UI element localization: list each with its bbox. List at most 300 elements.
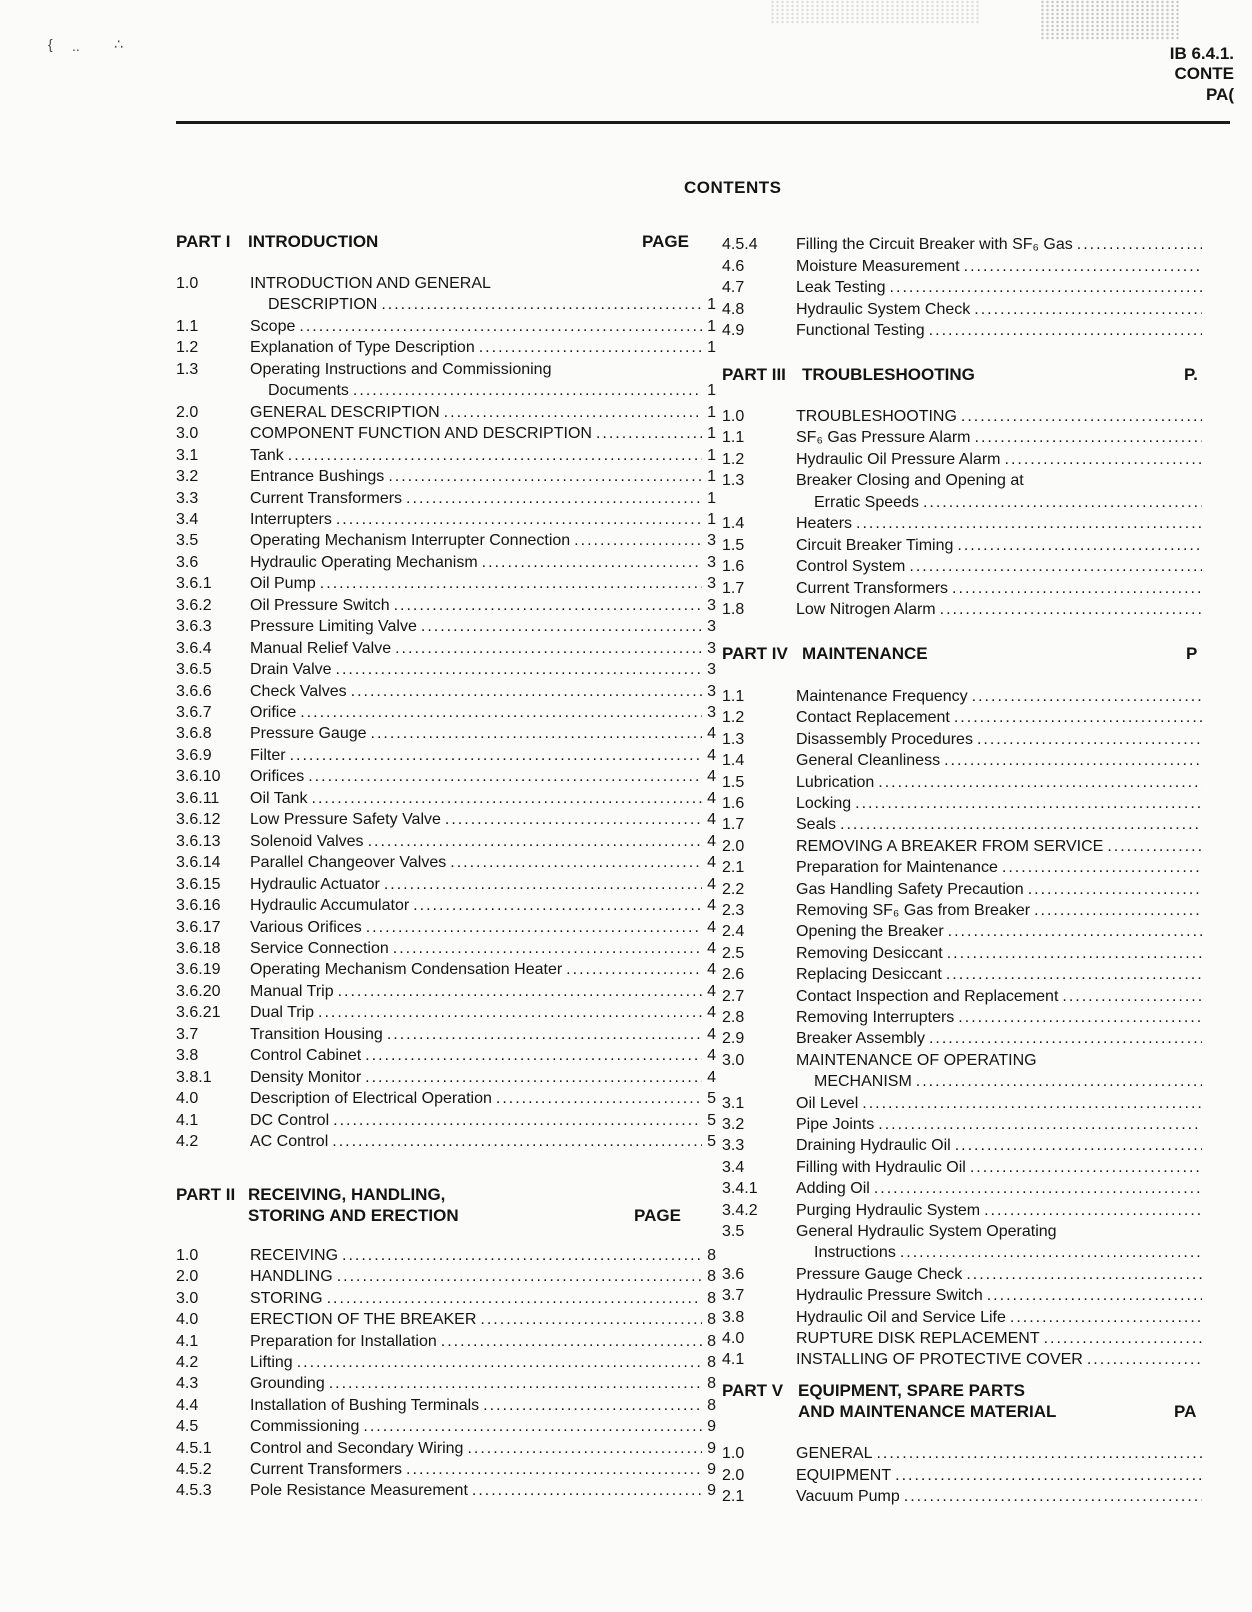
entry-number: 4.1 bbox=[176, 1111, 199, 1129]
entry-page: 8 bbox=[707, 1311, 716, 1329]
dot-leader bbox=[1040, 1328, 1202, 1350]
entry-label-line bbox=[796, 1264, 1202, 1286]
entry-label: Drain Valve bbox=[250, 661, 332, 679]
entry-number: 3.6 bbox=[722, 1265, 745, 1283]
toc-entry bbox=[176, 1459, 716, 1481]
entry-page: 4 bbox=[707, 1025, 716, 1043]
entry-label: Transition Housing bbox=[250, 1025, 383, 1043]
entry-page: 4 bbox=[707, 939, 716, 957]
entry-number: 1.1 bbox=[176, 317, 199, 335]
entry-label-line bbox=[250, 638, 716, 660]
entry-label: Density Monitor bbox=[250, 1068, 362, 1086]
entry-label: Pipe Joints bbox=[796, 1116, 875, 1133]
entry-number: 2.1 bbox=[722, 859, 745, 877]
entry-number: 1.5 bbox=[722, 536, 745, 554]
toc-entry bbox=[722, 449, 1202, 471]
dot-leader bbox=[1006, 1307, 1202, 1329]
entry-page: 4 bbox=[707, 1047, 716, 1065]
entry-label: INSTALLING OF PROTECTIVE COVER bbox=[796, 1351, 1083, 1369]
entry-label: Operating Mechanism Condensation Heater bbox=[250, 961, 563, 979]
entry-label-line bbox=[796, 686, 1202, 708]
toc-entry bbox=[722, 1221, 1202, 1243]
entry-label-continuation: DESCRIPTION bbox=[268, 296, 378, 314]
toc-entry bbox=[722, 1349, 1202, 1371]
entry-label-line bbox=[796, 921, 1202, 943]
entry-number: 2.4 bbox=[722, 923, 745, 941]
entry-page: 1 bbox=[707, 382, 716, 400]
entry-number: 3.4 bbox=[176, 510, 199, 528]
entry-label: Oil Pressure Switch bbox=[250, 596, 390, 614]
entry-number: 3.6.16 bbox=[176, 897, 221, 915]
entry-page: 3 bbox=[707, 618, 716, 636]
entry-label-line bbox=[268, 380, 716, 402]
dot-leader bbox=[389, 938, 702, 960]
dot-leader bbox=[900, 1486, 1202, 1508]
toc-entry bbox=[176, 488, 716, 510]
entry-number: 3.6.13 bbox=[176, 832, 221, 850]
dot-leader bbox=[1030, 900, 1202, 922]
entry-number: 1.6 bbox=[722, 558, 745, 576]
entry-label-line bbox=[250, 809, 716, 831]
entry-label-line bbox=[250, 595, 716, 617]
dot-leader bbox=[872, 1443, 1202, 1465]
toc-entry bbox=[722, 277, 1202, 299]
entry-label-line bbox=[796, 900, 1202, 922]
entry-number: 2.9 bbox=[722, 1030, 745, 1048]
dot-leader bbox=[417, 616, 702, 638]
entry-number: 3.2 bbox=[176, 468, 199, 486]
entry-number: 1.6 bbox=[722, 795, 745, 812]
entry-label: Adding Oil bbox=[796, 1180, 870, 1198]
entry-label: Orifice bbox=[250, 704, 297, 721]
entry-number: 4.1 bbox=[722, 1351, 745, 1369]
entry-number: 3.6.18 bbox=[176, 939, 221, 957]
entry-number: 1.2 bbox=[176, 339, 199, 357]
entry-page: 5 bbox=[707, 1133, 716, 1150]
entry-page: 9 bbox=[707, 1418, 716, 1436]
entry-label: Filter bbox=[250, 746, 286, 764]
entry-label: Control System bbox=[796, 558, 906, 576]
dot-leader bbox=[329, 1110, 702, 1132]
entry-number: 3.6.9 bbox=[176, 746, 212, 764]
entry-label: Circuit Breaker Timing bbox=[796, 536, 954, 554]
toc-entry bbox=[176, 874, 716, 896]
dot-leader bbox=[468, 1480, 702, 1502]
entry-number: 3.6.4 bbox=[176, 639, 212, 657]
entry-number: 3.5 bbox=[722, 1223, 745, 1240]
entry-page: 8 bbox=[707, 1268, 716, 1286]
entry-number: 3.6.15 bbox=[176, 875, 221, 893]
entry-label-line bbox=[250, 1067, 716, 1089]
entry-label-continuation: Documents bbox=[268, 382, 349, 400]
entry-page: 5 bbox=[707, 1090, 716, 1108]
dot-leader bbox=[936, 599, 1202, 621]
dot-leader bbox=[973, 729, 1202, 751]
entry-page: 4 bbox=[707, 725, 716, 743]
entry-label-line bbox=[250, 488, 716, 510]
entry-page: 1 bbox=[707, 403, 716, 421]
entry-page: 1 bbox=[707, 425, 716, 443]
entry-number: 1.7 bbox=[722, 579, 745, 597]
entry-label: Vacuum Pump bbox=[796, 1488, 900, 1505]
part-title-line2: AND MAINTENANCE MATERIAL bbox=[798, 1402, 1057, 1421]
entry-number: 1.5 bbox=[722, 773, 745, 791]
toc-entry bbox=[722, 814, 1202, 836]
entry-label: Scope bbox=[250, 317, 296, 335]
entry-label: Hydraulic Operating Mechanism bbox=[250, 553, 478, 571]
entry-label: General Hydraulic System Operating bbox=[796, 1223, 1057, 1240]
entry-number: 4.5.2 bbox=[176, 1461, 212, 1478]
entry-number: 1.3 bbox=[176, 360, 199, 378]
toc-entry bbox=[722, 599, 1202, 621]
entry-number: 4.5.3 bbox=[176, 1482, 212, 1500]
toc-entry bbox=[176, 1002, 716, 1024]
entry-label-line bbox=[796, 750, 1202, 772]
dot-leader bbox=[463, 1438, 702, 1460]
entry-label-continuation: MECHANISM bbox=[814, 1073, 912, 1091]
dot-leader bbox=[870, 1178, 1202, 1200]
entry-number: 3.6.2 bbox=[176, 596, 212, 614]
toc-entry bbox=[722, 1093, 1202, 1115]
entry-label-line bbox=[796, 1465, 1202, 1487]
toc-entry bbox=[176, 852, 716, 874]
dot-leader bbox=[316, 573, 702, 595]
toc-left-column bbox=[176, 0, 716, 1612]
entry-label-line bbox=[796, 814, 1202, 836]
toc-entry bbox=[722, 857, 1202, 879]
entry-label-continuation: Erratic Speeds bbox=[814, 493, 919, 511]
entry-label-line bbox=[250, 723, 716, 745]
entry-number: 2.7 bbox=[722, 987, 745, 1005]
entry-label-line bbox=[250, 423, 716, 445]
entry-number: 3.6.21 bbox=[176, 1004, 221, 1022]
dot-leader bbox=[891, 1465, 1202, 1487]
toc-entry bbox=[176, 638, 716, 660]
toc-entry bbox=[176, 573, 716, 595]
entry-label-line bbox=[250, 981, 716, 1003]
entry-number: 4.3 bbox=[176, 1375, 199, 1393]
part-number: PART III bbox=[722, 365, 786, 384]
entry-label: General Cleanliness bbox=[796, 752, 941, 770]
dot-leader bbox=[925, 1028, 1202, 1050]
entry-number: 2.6 bbox=[722, 966, 745, 984]
dot-leader bbox=[492, 1088, 702, 1110]
toc-entry-continuation bbox=[176, 380, 716, 402]
entry-number: 3.0 bbox=[176, 1289, 199, 1307]
entry-label-line bbox=[796, 1328, 1202, 1350]
entry-label-line bbox=[250, 681, 716, 703]
toc-entry bbox=[722, 320, 1202, 342]
entry-label: STORING bbox=[250, 1289, 323, 1307]
entry-number: 3.7 bbox=[722, 1287, 745, 1305]
toc-entry bbox=[176, 1373, 716, 1395]
entry-page: 8 bbox=[707, 1332, 716, 1350]
entry-label: Tank bbox=[250, 446, 284, 464]
doc-id: IB 6.4.1. bbox=[1169, 44, 1234, 63]
entry-label: Description of Electrical Operation bbox=[250, 1090, 492, 1108]
entry-number: 3.7 bbox=[176, 1025, 199, 1043]
entry-label: Filling the Circuit Breaker with SF₆ Gas bbox=[796, 236, 1073, 253]
dot-leader bbox=[980, 1200, 1202, 1222]
dot-leader bbox=[364, 831, 702, 853]
toc-entry bbox=[722, 1050, 1202, 1072]
entry-label-line bbox=[796, 427, 1202, 449]
entry-label: RUPTURE DISK REPLACEMENT bbox=[796, 1330, 1040, 1347]
dot-leader bbox=[383, 1024, 702, 1046]
entry-number: 3.6.5 bbox=[176, 661, 212, 679]
dot-leader bbox=[377, 294, 702, 316]
dot-leader bbox=[361, 1045, 702, 1067]
dot-leader bbox=[478, 552, 702, 574]
entry-label: INTRODUCTION AND GENERAL bbox=[250, 275, 491, 292]
entry-label: Low Pressure Safety Valve bbox=[250, 811, 441, 829]
dot-leader bbox=[962, 1264, 1202, 1286]
entry-label: Pressure Gauge Check bbox=[796, 1265, 963, 1283]
dot-leader bbox=[562, 959, 702, 981]
dot-leader bbox=[361, 1067, 702, 1089]
entry-label-line bbox=[250, 616, 716, 638]
toc-entry bbox=[722, 427, 1202, 449]
toc-entry bbox=[722, 1007, 1202, 1029]
toc-entry bbox=[722, 406, 1202, 428]
entry-number: 3.2 bbox=[722, 1116, 745, 1133]
page-column-label: P bbox=[1186, 644, 1198, 663]
entry-page: 8 bbox=[707, 1375, 716, 1393]
entry-label: GENERAL DESCRIPTION bbox=[250, 403, 440, 421]
toc-entry bbox=[176, 1395, 716, 1417]
part-title: MAINTENANCE bbox=[802, 644, 928, 663]
entry-label-line bbox=[250, 1088, 716, 1110]
entry-label-line bbox=[796, 857, 1202, 879]
toc-entry bbox=[176, 1088, 716, 1110]
toc-entry bbox=[176, 402, 716, 424]
entry-label: Dual Trip bbox=[250, 1004, 315, 1022]
part-title: TROUBLESHOOTING bbox=[802, 365, 975, 384]
entry-label-line bbox=[250, 745, 716, 767]
entry-label-line bbox=[796, 986, 1202, 1008]
part-number: PART IV bbox=[722, 644, 788, 663]
entry-label-line bbox=[796, 1221, 1202, 1243]
dot-leader bbox=[391, 638, 702, 660]
entry-page: 3 bbox=[707, 682, 716, 700]
entry-number: 3.6.20 bbox=[176, 982, 221, 1000]
entry-label-line bbox=[250, 1416, 716, 1438]
entry-label: EQUIPMENT bbox=[796, 1466, 892, 1484]
entry-number: 4.4 bbox=[176, 1396, 199, 1414]
entry-page: 8 bbox=[707, 1396, 716, 1414]
toc-entry bbox=[176, 445, 716, 467]
part-title: RECEIVING, HANDLING, bbox=[248, 1185, 446, 1204]
entry-label: Installation of Bushing Terminals bbox=[250, 1396, 480, 1414]
entry-page: 4 bbox=[707, 982, 716, 1000]
margin-mark: { bbox=[48, 36, 53, 52]
entry-number: 1.1 bbox=[722, 429, 745, 447]
entry-label-line bbox=[250, 895, 716, 917]
toc-entry bbox=[722, 1178, 1202, 1200]
entry-label-line bbox=[250, 852, 716, 874]
entry-number: 3.8.1 bbox=[176, 1068, 212, 1086]
entry-label-line bbox=[796, 943, 1202, 965]
entry-label-line bbox=[796, 599, 1202, 621]
dot-leader bbox=[349, 380, 702, 402]
entry-label-line bbox=[796, 964, 1202, 986]
toc-entry bbox=[176, 1331, 716, 1353]
toc-entry bbox=[722, 1028, 1202, 1050]
entry-label-line bbox=[796, 879, 1202, 901]
entry-label: Manual Trip bbox=[250, 982, 334, 1000]
margin-mark: .. bbox=[72, 38, 80, 54]
entry-label-line bbox=[250, 509, 716, 531]
entry-label-line bbox=[250, 402, 716, 424]
dot-leader bbox=[957, 406, 1202, 428]
entry-label-line bbox=[250, 1480, 716, 1502]
entry-number: 3.0 bbox=[722, 1051, 745, 1069]
part-number: PART I bbox=[176, 232, 231, 251]
dot-leader bbox=[362, 917, 702, 939]
toc-entry bbox=[176, 723, 716, 745]
toc-entry bbox=[176, 1288, 716, 1310]
entry-label: RECEIVING bbox=[250, 1247, 339, 1264]
entry-label: Removing Interrupters bbox=[796, 1009, 955, 1026]
toc-entry bbox=[176, 359, 716, 381]
entry-label: Operating Instructions and Commissioning bbox=[250, 360, 552, 378]
toc-entry bbox=[722, 750, 1202, 772]
entry-label-line bbox=[796, 1114, 1202, 1136]
entry-number: 1.0 bbox=[722, 1445, 745, 1462]
entry-label-line bbox=[250, 273, 716, 295]
entry-label: Preparation for Maintenance bbox=[796, 859, 998, 877]
dot-leader bbox=[874, 1114, 1202, 1136]
toc-entry bbox=[176, 1131, 716, 1153]
entry-label: DC Control bbox=[250, 1111, 330, 1129]
toc-entry bbox=[722, 1200, 1202, 1222]
entry-label-line bbox=[250, 1266, 716, 1288]
entry-label: Current Transformers bbox=[796, 579, 949, 597]
page-column-label: P. bbox=[1184, 365, 1198, 384]
entry-label-line bbox=[250, 1245, 716, 1267]
toc-entry bbox=[176, 1352, 716, 1374]
page-column-label: PAGE bbox=[642, 232, 689, 251]
entry-label-line bbox=[250, 1331, 716, 1353]
dot-leader bbox=[1073, 234, 1202, 256]
entry-number: 1.7 bbox=[722, 816, 745, 834]
dot-leader bbox=[380, 874, 702, 896]
entry-page: 9 bbox=[707, 1482, 716, 1500]
entry-number: 1.2 bbox=[722, 450, 745, 468]
entry-number: 4.5.1 bbox=[176, 1439, 212, 1457]
toc-entry bbox=[176, 616, 716, 638]
entry-number: 4.2 bbox=[176, 1354, 199, 1371]
toc-entry bbox=[176, 509, 716, 531]
entry-page: 3 bbox=[707, 596, 716, 614]
dot-leader bbox=[479, 1395, 702, 1417]
entry-page: 4 bbox=[707, 897, 716, 915]
entry-label-line bbox=[796, 1200, 1202, 1222]
toc-entry bbox=[722, 299, 1202, 321]
dot-leader bbox=[293, 1352, 702, 1374]
entry-label-line bbox=[250, 445, 716, 467]
dot-leader bbox=[284, 445, 702, 467]
entry-number: 2.0 bbox=[722, 837, 745, 855]
entry-label: Breaker Closing and Opening at bbox=[796, 472, 1024, 490]
toc-entry bbox=[176, 316, 716, 338]
entry-label-continuation: Instructions bbox=[814, 1244, 896, 1262]
entry-label-line bbox=[814, 492, 1202, 514]
entry-number: 1.0 bbox=[722, 408, 745, 425]
dot-leader bbox=[295, 316, 702, 338]
entry-label-line bbox=[796, 1093, 1202, 1115]
entry-page: 9 bbox=[707, 1439, 716, 1457]
dot-leader bbox=[367, 723, 702, 745]
entry-label-line bbox=[796, 1157, 1202, 1179]
dot-leader bbox=[384, 466, 702, 488]
entry-number: 2.8 bbox=[722, 1009, 745, 1026]
entry-number: 1.1 bbox=[722, 688, 745, 705]
dot-leader bbox=[943, 943, 1202, 965]
dot-leader bbox=[950, 707, 1202, 729]
entry-label: Grounding bbox=[250, 1375, 325, 1393]
dot-leader bbox=[332, 659, 702, 681]
dot-leader bbox=[440, 402, 702, 424]
entry-label: COMPONENT FUNCTION AND DESCRIPTION bbox=[250, 425, 592, 443]
entry-page: 4 bbox=[707, 918, 716, 936]
dot-leader bbox=[998, 857, 1202, 879]
toc-entry bbox=[722, 836, 1202, 858]
entry-page: 4 bbox=[707, 875, 716, 893]
dot-leader bbox=[983, 1285, 1202, 1307]
entry-label: Commissioning bbox=[250, 1418, 360, 1436]
entry-label-line bbox=[796, 299, 1202, 321]
entry-number: 3.6.17 bbox=[176, 918, 221, 936]
entry-number: 1.0 bbox=[176, 1247, 199, 1264]
entry-label-line bbox=[250, 337, 716, 359]
entry-number: 3.4.2 bbox=[722, 1201, 758, 1219]
entry-label: Low Nitrogen Alarm bbox=[796, 601, 936, 619]
entry-label: Removing SF₆ Gas from Breaker bbox=[796, 902, 1031, 919]
dot-leader bbox=[968, 686, 1202, 708]
toc-entry bbox=[722, 1443, 1202, 1465]
margin-mark: ∴ bbox=[114, 36, 123, 52]
dot-leader bbox=[896, 1242, 1202, 1264]
entry-label-line bbox=[250, 659, 716, 681]
entry-label-line bbox=[250, 316, 716, 338]
entry-label: Oil Pump bbox=[250, 575, 316, 593]
toc-entry bbox=[722, 772, 1202, 794]
entry-page: 9 bbox=[707, 1461, 716, 1478]
entry-label: Current Transformers bbox=[250, 1461, 403, 1478]
dot-leader bbox=[308, 788, 702, 810]
dot-leader bbox=[852, 513, 1202, 535]
entry-label: Opening the Breaker bbox=[796, 923, 944, 941]
toc-entry bbox=[176, 1245, 716, 1267]
entry-label-line bbox=[250, 1352, 716, 1374]
entry-label-line bbox=[796, 772, 1202, 794]
dot-leader bbox=[858, 1093, 1202, 1115]
entry-label: Gas Handling Safety Precaution bbox=[796, 880, 1024, 898]
entry-label: Filling with Hydraulic Oil bbox=[796, 1158, 966, 1176]
entry-page: 4 bbox=[707, 961, 716, 979]
dot-leader bbox=[905, 556, 1202, 578]
entry-label: GENERAL bbox=[796, 1445, 873, 1462]
entry-label: Pressure Gauge bbox=[250, 725, 367, 743]
toc-entry bbox=[176, 788, 716, 810]
entry-number: 2.0 bbox=[176, 403, 199, 421]
dot-leader bbox=[912, 1071, 1202, 1093]
entry-number: 2.5 bbox=[722, 944, 745, 962]
dot-leader bbox=[304, 766, 702, 788]
entry-page: 5 bbox=[707, 1111, 716, 1129]
toc-entry bbox=[176, 1480, 716, 1502]
